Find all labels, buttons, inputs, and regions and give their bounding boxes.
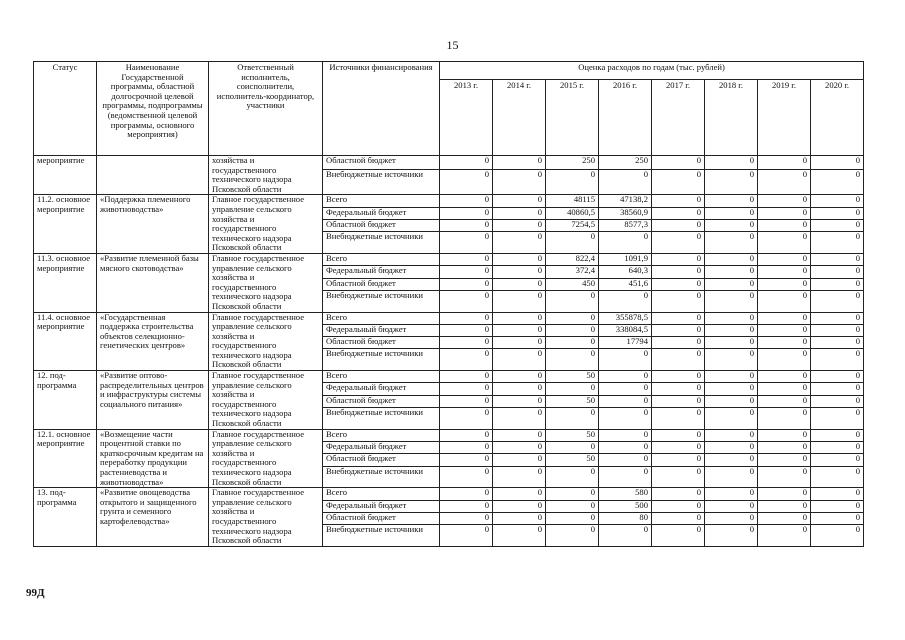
value-cell: 355878,5 [599,312,652,324]
value-cell: 0 [811,232,864,254]
value-cell: 451,6 [599,278,652,290]
footer-code: 99Д [26,587,45,599]
value-cell: 8577,3 [599,220,652,232]
value-cell: 0 [652,512,705,524]
value-cell: 0 [811,383,864,395]
source-cell: Внебюджетные источники [323,408,440,430]
value-cell: 0 [705,207,758,219]
value-cell: 0 [758,525,811,547]
value-cell: 0 [440,525,493,547]
value-cell: 0 [652,500,705,512]
value-cell: 0 [440,278,493,290]
value-cell: 0 [493,395,546,407]
value-cell: 0 [652,195,705,207]
value-cell: 0 [599,395,652,407]
source-cell: Областной бюджет [323,337,440,349]
value-cell: 0 [705,500,758,512]
value-cell: 0 [440,337,493,349]
value-cell: 0 [493,441,546,453]
status-cell: 11.3. основное мероприятие [34,253,97,312]
value-cell: 0 [758,195,811,207]
value-cell: 0 [493,512,546,524]
value-cell: 822,4 [546,253,599,265]
value-cell: 0 [705,441,758,453]
name-cell: «Государственная поддержка строительства объектов селекционно-генетических центров» [97,312,209,371]
source-cell: Областной бюджет [323,512,440,524]
value-cell: 0 [493,466,546,488]
value-cell: 0 [758,395,811,407]
status-cell: мероприятие [34,156,97,195]
value-cell: 0 [652,337,705,349]
value-cell: 0 [652,454,705,466]
table-row [34,488,864,500]
value-cell: 0 [811,395,864,407]
source-cell: Внебюджетные источники [323,232,440,254]
header-source: Источники финансирования [323,62,440,156]
value-cell: 0 [440,156,493,170]
status-cell: 12.1. основное мероприятие [34,429,97,488]
value-cell: 0 [652,253,705,265]
executor-cell: хозяйства и государственного технического надзора Псковской области [209,156,323,195]
value-cell: 0 [758,349,811,371]
value-cell: 0 [652,488,705,500]
value-cell: 0 [652,395,705,407]
value-cell: 0 [440,220,493,232]
value-cell: 0 [546,441,599,453]
source-cell: Областной бюджет [323,156,440,170]
value-cell: 0 [652,324,705,336]
value-cell: 0 [652,232,705,254]
value-cell: 0 [758,466,811,488]
source-cell: Всего [323,253,440,265]
value-cell: 0 [440,454,493,466]
table-row [34,156,864,170]
value-cell: 0 [811,488,864,500]
value-cell: 0 [440,408,493,430]
value-cell: 0 [758,170,811,195]
value-cell: 0 [493,290,546,312]
value-cell: 0 [758,232,811,254]
value-cell: 0 [705,253,758,265]
executor-cell: Главное государственное управление сельского хозяйства и государственного технического надзора Псковской области [209,195,323,254]
value-cell: 50 [546,395,599,407]
value-cell: 500 [599,500,652,512]
value-cell: 0 [758,156,811,170]
value-cell: 0 [546,170,599,195]
header-name: Наименование Государственной программы, областной долгосрочной целевой программы, подпрограммы (ведомственной целевой программы, основного мероприятия) [97,62,209,156]
value-cell: 0 [811,337,864,349]
value-cell: 0 [705,312,758,324]
source-cell: Областной бюджет [323,454,440,466]
value-cell: 0 [493,337,546,349]
value-cell: 0 [811,266,864,278]
value-cell: 0 [758,371,811,383]
value-cell: 0 [705,371,758,383]
value-cell: 0 [546,488,599,500]
table-row [34,429,864,441]
value-cell: 0 [440,466,493,488]
source-cell: Всего [323,371,440,383]
value-cell: 0 [758,266,811,278]
value-cell: 0 [546,232,599,254]
value-cell: 50 [546,429,599,441]
header-year: 2020 г. [811,80,864,156]
value-cell: 0 [811,408,864,430]
value-cell: 0 [440,488,493,500]
header-year: 2019 г. [758,80,811,156]
status-cell: 11.2. основное мероприятие [34,195,97,254]
value-cell: 0 [493,232,546,254]
value-cell: 0 [705,266,758,278]
value-cell: 0 [599,290,652,312]
value-cell: 0 [705,525,758,547]
value-cell: 0 [546,290,599,312]
header-year: 2017 г. [652,80,705,156]
header-status: Статус [34,62,97,156]
value-cell: 0 [758,408,811,430]
value-cell: 0 [758,454,811,466]
value-cell: 0 [811,253,864,265]
value-cell: 580 [599,488,652,500]
value-cell: 0 [758,383,811,395]
source-cell: Внебюджетные источники [323,466,440,488]
value-cell: 0 [546,337,599,349]
value-cell: 640,3 [599,266,652,278]
value-cell: 0 [440,207,493,219]
value-cell: 250 [599,156,652,170]
value-cell: 0 [493,266,546,278]
value-cell: 0 [705,232,758,254]
value-cell: 0 [546,312,599,324]
value-cell: 0 [758,278,811,290]
value-cell: 0 [440,512,493,524]
source-cell: Внебюджетные источники [323,525,440,547]
value-cell: 450 [546,278,599,290]
value-cell: 0 [546,408,599,430]
value-cell: 0 [705,466,758,488]
value-cell: 0 [705,220,758,232]
budget-table [33,61,864,547]
value-cell: 372,4 [546,266,599,278]
value-cell: 0 [811,525,864,547]
source-cell: Всего [323,312,440,324]
value-cell: 0 [493,156,546,170]
source-cell: Федеральный бюджет [323,266,440,278]
value-cell: 0 [652,429,705,441]
value-cell: 0 [705,324,758,336]
value-cell: 250 [546,156,599,170]
source-cell: Областной бюджет [323,278,440,290]
value-cell: 0 [811,349,864,371]
value-cell: 0 [652,278,705,290]
value-cell: 0 [705,349,758,371]
value-cell: 0 [758,500,811,512]
value-cell: 0 [440,441,493,453]
value-cell: 0 [811,429,864,441]
value-cell: 50 [546,454,599,466]
value-cell: 0 [705,170,758,195]
value-cell: 0 [811,170,864,195]
value-cell: 0 [652,525,705,547]
value-cell: 0 [493,253,546,265]
value-cell: 0 [599,383,652,395]
value-cell: 0 [599,371,652,383]
value-cell: 0 [493,429,546,441]
value-cell: 0 [705,156,758,170]
value-cell: 0 [440,253,493,265]
executor-cell: Главное государственное управление сельского хозяйства и государственного технического надзора Псковской области [209,312,323,371]
value-cell: 0 [705,395,758,407]
value-cell: 0 [705,512,758,524]
header-year: 2014 г. [493,80,546,156]
value-cell: 0 [440,170,493,195]
value-cell: 0 [652,466,705,488]
value-cell: 0 [758,253,811,265]
name-cell: «Развитие оптово-распределительных центров и инфраструктуры системы социального питания» [97,371,209,430]
value-cell: 0 [811,220,864,232]
value-cell: 48115 [546,195,599,207]
source-cell: Федеральный бюджет [323,207,440,219]
value-cell: 0 [493,324,546,336]
value-cell: 0 [493,207,546,219]
value-cell: 0 [440,371,493,383]
table-row [34,195,864,207]
source-cell: Всего [323,488,440,500]
value-cell: 0 [652,349,705,371]
value-cell: 0 [705,195,758,207]
value-cell: 50 [546,371,599,383]
value-cell: 0 [811,466,864,488]
value-cell: 0 [758,488,811,500]
value-cell: 0 [652,383,705,395]
value-cell: 0 [493,500,546,512]
value-cell: 0 [652,371,705,383]
value-cell: 0 [546,466,599,488]
value-cell: 0 [811,324,864,336]
value-cell: 0 [493,312,546,324]
source-cell: Федеральный бюджет [323,500,440,512]
value-cell: 0 [652,441,705,453]
value-cell: 0 [440,500,493,512]
value-cell: 0 [493,349,546,371]
source-cell: Внебюджетные источники [323,290,440,312]
value-cell: 0 [811,207,864,219]
source-cell: Федеральный бюджет [323,383,440,395]
value-cell: 0 [758,441,811,453]
value-cell: 0 [493,454,546,466]
executor-cell: Главное государственное управление сельского хозяйства и государственного технического надзора Псковской области [209,429,323,488]
value-cell: 0 [758,207,811,219]
header-year: 2015 г. [546,80,599,156]
value-cell: 47138,2 [599,195,652,207]
page-number: 15 [446,38,459,52]
name-cell: «Развитие племенной базы мясного скотоводства» [97,253,209,312]
table-body [34,156,864,547]
source-cell: Всего [323,429,440,441]
table-header [34,62,864,156]
value-cell: 0 [493,220,546,232]
value-cell: 0 [652,290,705,312]
value-cell: 0 [811,290,864,312]
value-cell: 0 [599,525,652,547]
value-cell: 0 [705,408,758,430]
header-year: 2018 г. [705,80,758,156]
header-executor: Ответственный исполнитель, соисполнители, исполнитель-координатор, участники [209,62,323,156]
value-cell: 0 [440,195,493,207]
value-cell: 0 [493,525,546,547]
value-cell: 0 [546,324,599,336]
value-cell: 0 [599,170,652,195]
value-cell: 0 [440,324,493,336]
value-cell: 0 [440,349,493,371]
table-row [34,253,864,265]
value-cell: 0 [599,408,652,430]
source-cell: Внебюджетные источники [323,170,440,195]
source-cell: Областной бюджет [323,395,440,407]
value-cell: 0 [546,349,599,371]
value-cell: 17794 [599,337,652,349]
value-cell: 0 [493,195,546,207]
executor-cell: Главное государственное управление сельского хозяйства и государственного технического надзора Псковской области [209,488,323,547]
table-row [34,312,864,324]
value-cell: 0 [705,290,758,312]
value-cell: 0 [705,429,758,441]
value-cell: 38560,9 [599,207,652,219]
value-cell: 0 [811,278,864,290]
value-cell: 40860,5 [546,207,599,219]
value-cell: 0 [493,371,546,383]
value-cell: 0 [493,488,546,500]
value-cell: 0 [652,408,705,430]
source-cell: Федеральный бюджет [323,324,440,336]
value-cell: 0 [705,383,758,395]
value-cell: 0 [493,278,546,290]
source-cell: Внебюджетные источники [323,349,440,371]
value-cell: 0 [440,290,493,312]
value-cell: 0 [546,512,599,524]
value-cell: 0 [705,454,758,466]
value-cell: 0 [758,220,811,232]
value-cell: 0 [811,312,864,324]
value-cell: 0 [440,266,493,278]
executor-cell: Главное государственное управление сельского хозяйства и государственного технического надзора Псковской области [209,371,323,430]
status-cell: 11.4. основное мероприятие [34,312,97,371]
status-cell: 13. под-программа [34,488,97,547]
value-cell: 0 [811,371,864,383]
value-cell: 0 [811,500,864,512]
source-cell: Всего [323,195,440,207]
name-cell: «Развитие овощеводства открытого и защищенного грунта и семенного картофелеводства» [97,488,209,547]
value-cell: 0 [599,429,652,441]
value-cell: 0 [811,195,864,207]
source-cell: Федеральный бюджет [323,441,440,453]
source-cell: Областной бюджет [323,220,440,232]
value-cell: 0 [652,156,705,170]
value-cell: 0 [546,383,599,395]
value-cell: 0 [440,312,493,324]
value-cell: 0 [652,170,705,195]
value-cell: 0 [599,466,652,488]
value-cell: 0 [493,170,546,195]
table-row [34,371,864,383]
status-cell: 12. под-программа [34,371,97,430]
value-cell: 0 [758,337,811,349]
value-cell: 0 [758,324,811,336]
value-cell: 0 [440,232,493,254]
value-cell: 7254,5 [546,220,599,232]
executor-cell: Главное государственное управление сельского хозяйства и государственного технического надзора Псковской области [209,253,323,312]
value-cell: 0 [758,312,811,324]
value-cell: 0 [546,525,599,547]
value-cell: 0 [811,454,864,466]
name-cell [97,156,209,195]
value-cell: 0 [599,232,652,254]
value-cell: 1091,9 [599,253,652,265]
value-cell: 0 [811,156,864,170]
value-cell: 0 [493,383,546,395]
value-cell: 0 [599,441,652,453]
value-cell: 0 [758,429,811,441]
value-cell: 338084,5 [599,324,652,336]
value-cell: 0 [652,312,705,324]
value-cell: 0 [811,512,864,524]
value-cell: 0 [440,383,493,395]
value-cell: 0 [652,266,705,278]
value-cell: 0 [546,500,599,512]
value-cell: 0 [440,395,493,407]
name-cell: «Возмещение части процентной ставки по краткосрочным кредитам на переработку продукции растениеводства и животноводства» [97,429,209,488]
header-expenses: Оценка расходов по годам (тыс. рублей) [440,62,864,80]
header-year: 2016 г. [599,80,652,156]
value-cell: 0 [652,220,705,232]
value-cell: 0 [811,441,864,453]
value-cell: 0 [758,512,811,524]
header-year: 2013 г. [440,80,493,156]
value-cell: 0 [440,429,493,441]
value-cell: 80 [599,512,652,524]
value-cell: 0 [705,337,758,349]
value-cell: 0 [599,454,652,466]
value-cell: 0 [758,290,811,312]
name-cell: «Поддержка племенного животноводства» [97,195,209,254]
value-cell: 0 [599,349,652,371]
value-cell: 0 [493,408,546,430]
value-cell: 0 [652,207,705,219]
value-cell: 0 [705,488,758,500]
value-cell: 0 [705,278,758,290]
